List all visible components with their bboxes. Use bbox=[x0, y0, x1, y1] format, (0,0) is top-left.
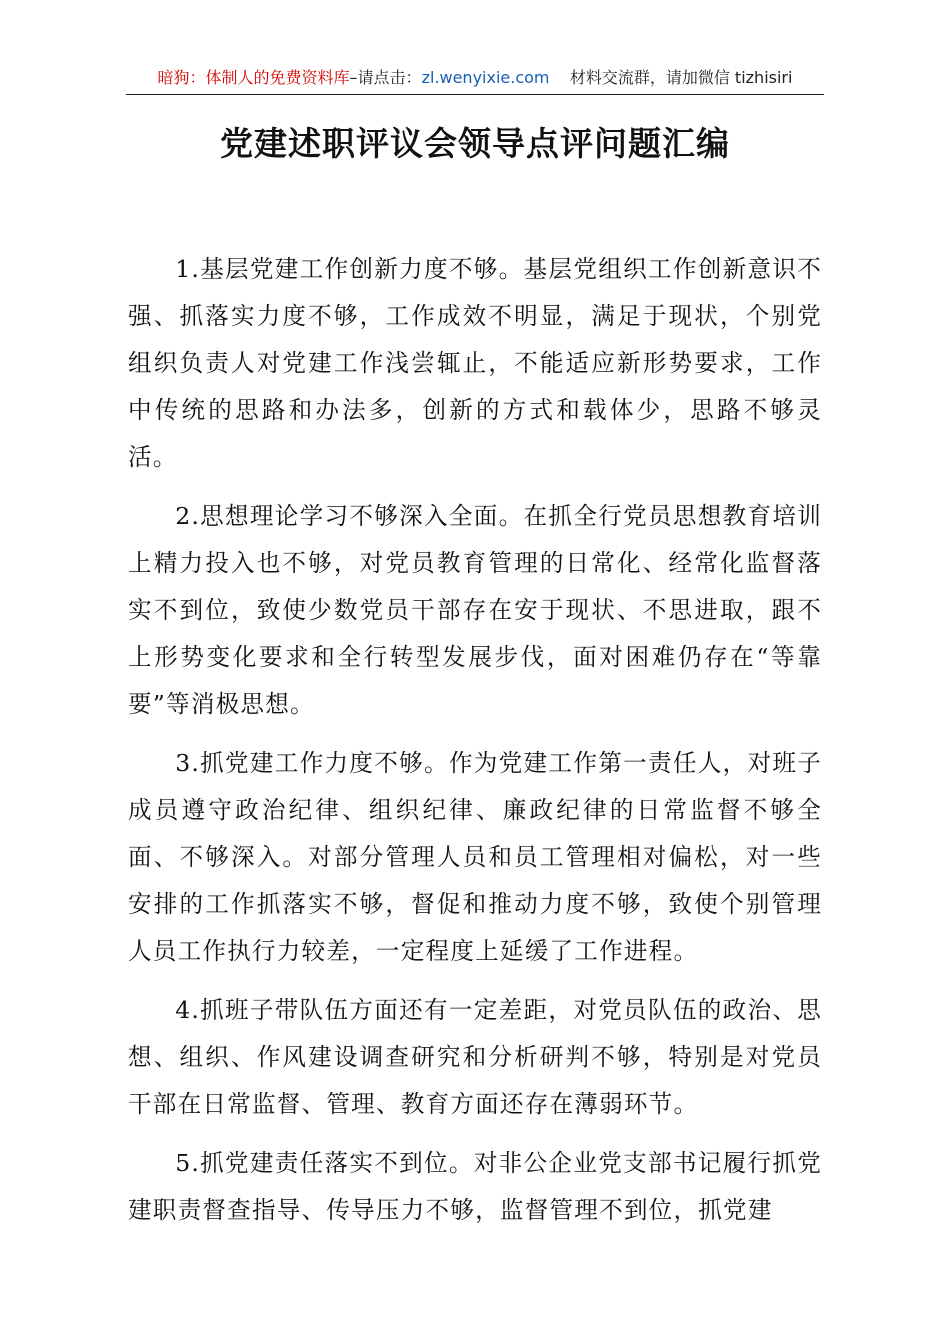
header-link[interactable]: zl.wenyixie.com bbox=[421, 68, 550, 87]
paragraph-5: 5.抓党建责任落实不到位。对非公企业党支部书记履行抓党建职责督查指导、传导压力不够，监督管理不到位，抓党建 bbox=[128, 1149, 822, 1224]
paragraph-2: 2.思想理论学习不够深入全面。在抓全行党员思想教育培训上精力投入也不够，对党员教育管理的日常化、经常化监督落实不到位，致使少数党员干部存在安于现状、不思进取，跟不上形势变化要求和全行转型发展步伐，面对困难仍存在“等靠要”等消极思想。 bbox=[128, 502, 822, 718]
page-header bbox=[0, 64, 950, 92]
document-title: 党建述职评议会领导点评问题汇编 bbox=[220, 124, 730, 163]
paragraph-1: 1.基层党建工作创新力度不够。基层党组织工作创新意识不强、抓落实力度不够，工作成效不明显，满足于现状，个别党组织负责人对党建工作浅尝辄止，不能适应新形势要求，工作中传统的思路和办法多，创新的方式和载体少，思路不够灵活。 bbox=[128, 255, 822, 471]
header-wechat-note: 材料交流群，请加微信 tizhisiri bbox=[569, 68, 793, 87]
document-body bbox=[128, 246, 822, 1246]
paragraph-4: 4.抓班子带队伍方面还有一定差距，对党员队伍的政治、思想、组织、作风建设调查研究和分析研判不够，特别是对党员干部在日常监督、管理、教育方面还存在薄弱环节。 bbox=[128, 996, 822, 1118]
header-site-name: 暗狗：体制人的免费资料库 bbox=[157, 68, 350, 87]
paragraph-3: 3.抓党建工作力度不够。作为党建工作第一责任人，对班子成员遵守政治纪律、组织纪律、廉政纪律的日常监督不够全面、不够深入。对部分管理人员和员工管理相对偏松，对一些安排的工作抓落实不够，督促和推动力度不够，致使个别管理人员工作执行力较差，一定程度上延缓了工作进程。 bbox=[128, 749, 822, 965]
header-divider bbox=[126, 94, 824, 95]
header-click-prompt: –请点击： bbox=[349, 68, 422, 87]
